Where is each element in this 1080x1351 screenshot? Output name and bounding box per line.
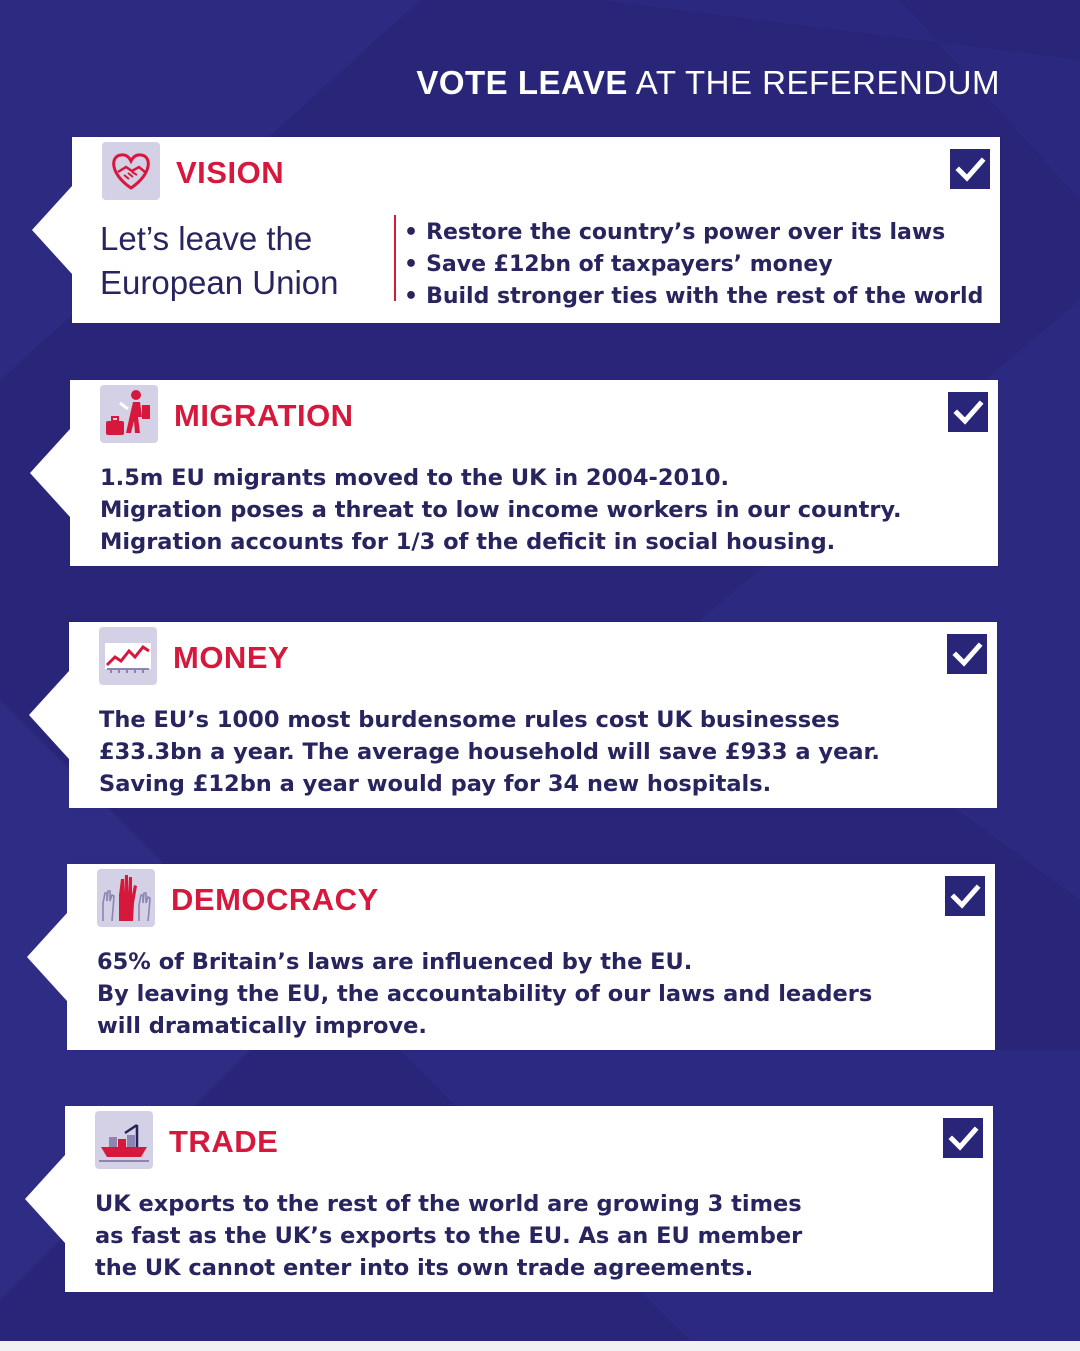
trade-body	[95, 1188, 973, 1284]
vision-card	[72, 137, 1000, 323]
migration-line: Migration accounts for 1/3 of the deficit in social housing.	[100, 529, 836, 555]
migration-body	[100, 462, 978, 558]
checkmark-icon	[947, 634, 987, 674]
trade-line: as fast as the UK’s exports to the EU. As an EU member	[95, 1223, 803, 1249]
card-pointer	[30, 429, 70, 517]
vision-title: VISION	[176, 155, 285, 190]
trade-checkbox	[943, 1118, 983, 1158]
migration-line: 1.5m EU migrants moved to the UK in 2004-2010.	[100, 465, 730, 491]
migration-title: MIGRATION	[174, 398, 354, 433]
card-pointer	[25, 1155, 65, 1243]
page-header	[0, 64, 1000, 102]
democracy-line: 65% of Britain’s laws are influenced by the EU.	[97, 949, 693, 975]
header-strong: VOTE LEAVE	[416, 64, 628, 101]
raised-hands-icon	[97, 869, 155, 927]
trade-line: the UK cannot enter into its own trade agreements.	[95, 1255, 754, 1281]
vision-bullet: • Build stronger ties with the rest of the world	[404, 281, 994, 313]
checkmark-icon	[943, 1118, 983, 1158]
democracy-body	[97, 946, 975, 1042]
democracy-checkbox	[945, 876, 985, 916]
money-title: MONEY	[173, 640, 290, 675]
money-line: Saving £12bn a year would pay for 34 new hospitals.	[99, 771, 772, 797]
page-edge	[0, 1341, 1080, 1351]
card-pointer	[29, 671, 69, 759]
migration-line: Migration poses a threat to low income workers in our country.	[100, 497, 902, 523]
traveler-luggage-icon	[100, 385, 158, 443]
money-line: £33.3bn a year. The average household will save £933 a year.	[99, 739, 880, 765]
vision-checkbox	[950, 149, 990, 189]
checkmark-icon	[948, 392, 988, 432]
header-light: AT THE REFERENDUM	[627, 64, 1000, 101]
checkmark-icon	[945, 876, 985, 916]
card-pointer	[27, 913, 67, 1001]
trade-card	[65, 1106, 993, 1292]
trade-title: TRADE	[169, 1124, 279, 1159]
checkmark-icon	[950, 149, 990, 189]
chart-trend-icon	[99, 627, 157, 685]
democracy-card	[67, 864, 995, 1050]
democracy-line: will dramatically improve.	[97, 1013, 427, 1039]
migration-card	[70, 380, 998, 566]
democracy-line: By leaving the EU, the accountability of our laws and leaders	[97, 981, 873, 1007]
trade-line: UK exports to the rest of the world are growing 3 times	[95, 1191, 802, 1217]
money-card	[69, 622, 997, 808]
card-pointer	[32, 186, 72, 274]
migration-checkbox	[948, 392, 988, 432]
money-line: The EU’s 1000 most burdensome rules cost UK businesses	[99, 707, 840, 733]
vision-divider	[394, 215, 396, 301]
vision-bullet: • Restore the country’s power over its laws	[404, 217, 994, 249]
vision-bullet: • Save £12bn of taxpayers’ money	[404, 249, 994, 281]
vision-tagline: Let’s leave the European Union	[100, 220, 339, 301]
handshake-heart-icon	[102, 142, 160, 200]
vision-bullet-list	[404, 217, 994, 313]
cargo-ship-icon	[95, 1111, 153, 1169]
money-body	[99, 704, 977, 800]
money-checkbox	[947, 634, 987, 674]
democracy-title: DEMOCRACY	[171, 882, 379, 917]
